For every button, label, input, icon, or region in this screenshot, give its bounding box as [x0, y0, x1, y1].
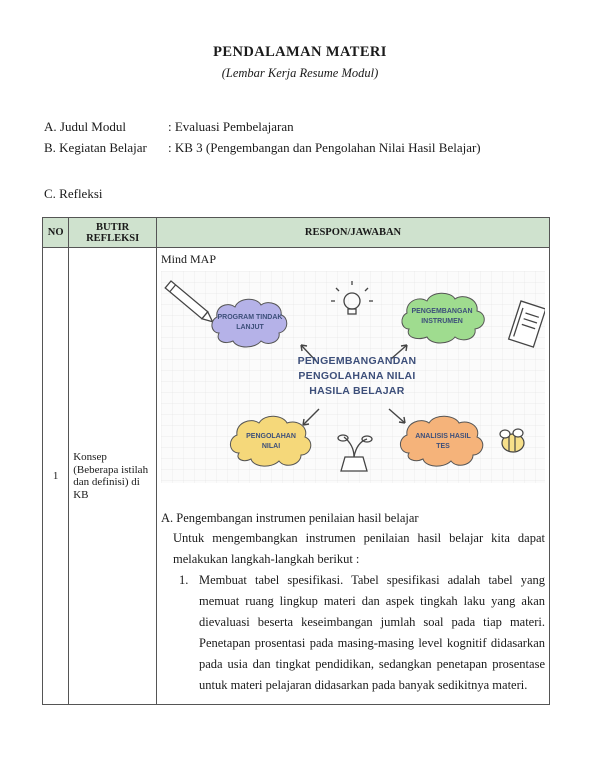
- list-item: [173, 570, 545, 696]
- svg-text:PENGOLAHANA NILAI: PENGOLAHANA NILAI: [298, 370, 416, 382]
- cloud-pengembangan-instrumen: [402, 293, 484, 343]
- reflection-table: [42, 217, 550, 705]
- table-header-row: [43, 218, 550, 248]
- svg-text:INSTRUMEN: INSTRUMEN: [421, 318, 463, 325]
- row-response: [157, 248, 550, 705]
- section-a-heading: A. Pengembangan instrumen penilaian hasil belajar: [161, 511, 419, 525]
- module-title-value: : Evaluasi Pembelajaran: [168, 119, 294, 134]
- cloud-program-tindak-lanjut: [212, 299, 287, 347]
- learning-activity-row: [44, 140, 504, 174]
- header-no: NO: [43, 218, 69, 248]
- steps-list: [161, 570, 545, 696]
- learning-activity-label: B. Kegiatan Belajar: [44, 140, 147, 155]
- svg-text:ANALISIS HASIL: ANALISIS HASIL: [415, 433, 471, 440]
- module-title-row: [44, 119, 504, 137]
- table-row: [43, 248, 550, 705]
- list-item-text: Membuat tabel spesifikasi. Tabel spesifikasi adalah tabel yang memuat ruang lingkup materi dan aspek tingkah laku yang akan dievaluasi beserta keseimbangan jumlah soal pada tiap materi. Penetapan prosentasi pada masing-masing level kognitif didasarkan pada usia dan tingkat pendidikan, sedangkan penetapan prosentase untuk materi pelajaran didasarkan pada banyak sedikitnya materi.: [199, 573, 545, 692]
- mindmap-image: [161, 271, 545, 483]
- svg-text:PENGEMBANGAN: PENGEMBANGAN: [411, 308, 473, 315]
- document-title: PENDALAMAN MATERI: [213, 44, 387, 60]
- document-subtitle: (Lembar Kerja Resume Modul): [221, 66, 379, 80]
- cloud-analisis-hasil-tes: [400, 416, 482, 466]
- svg-text:PROGRAM TINDAK: PROGRAM TINDAK: [217, 314, 283, 321]
- svg-text:HASILA BELAJAR: HASILA BELAJAR: [309, 385, 405, 397]
- learning-activity-value: : KB 3 (Pengembangan dan Pengolahan Nilai Hasil Belajar): [168, 140, 481, 155]
- mindmap-center-title: [298, 355, 417, 397]
- reflection-heading: C. Refleksi: [44, 186, 103, 201]
- svg-text:NILAI: NILAI: [261, 443, 281, 450]
- module-title-label: A. Judul Modul: [44, 119, 126, 134]
- mindmap-label: Mind MAP: [161, 252, 217, 266]
- row-butir: Konsep (Beberapa istilah dan definisi) di KB: [69, 248, 157, 705]
- svg-text:TES: TES: [436, 443, 450, 450]
- header-butir: BUTIR REFLEKSI: [69, 218, 157, 248]
- list-item-number: 1.: [179, 573, 189, 587]
- row-number: 1: [43, 248, 69, 705]
- svg-text:PENGEMBANGANDAN: PENGEMBANGANDAN: [297, 355, 417, 367]
- header-respon: RESPON/JAWABAN: [157, 218, 550, 248]
- svg-text:LANJUT: LANJUT: [236, 324, 264, 331]
- svg-text:PENGOLAHAN: PENGOLAHAN: [246, 433, 296, 440]
- cloud-pengolahan-nilai: [230, 416, 310, 466]
- section-a-intro: Untuk mengembangkan instrumen penilaian hasil belajar kita dapat melakukan langkah-langkah berikut :: [173, 531, 545, 566]
